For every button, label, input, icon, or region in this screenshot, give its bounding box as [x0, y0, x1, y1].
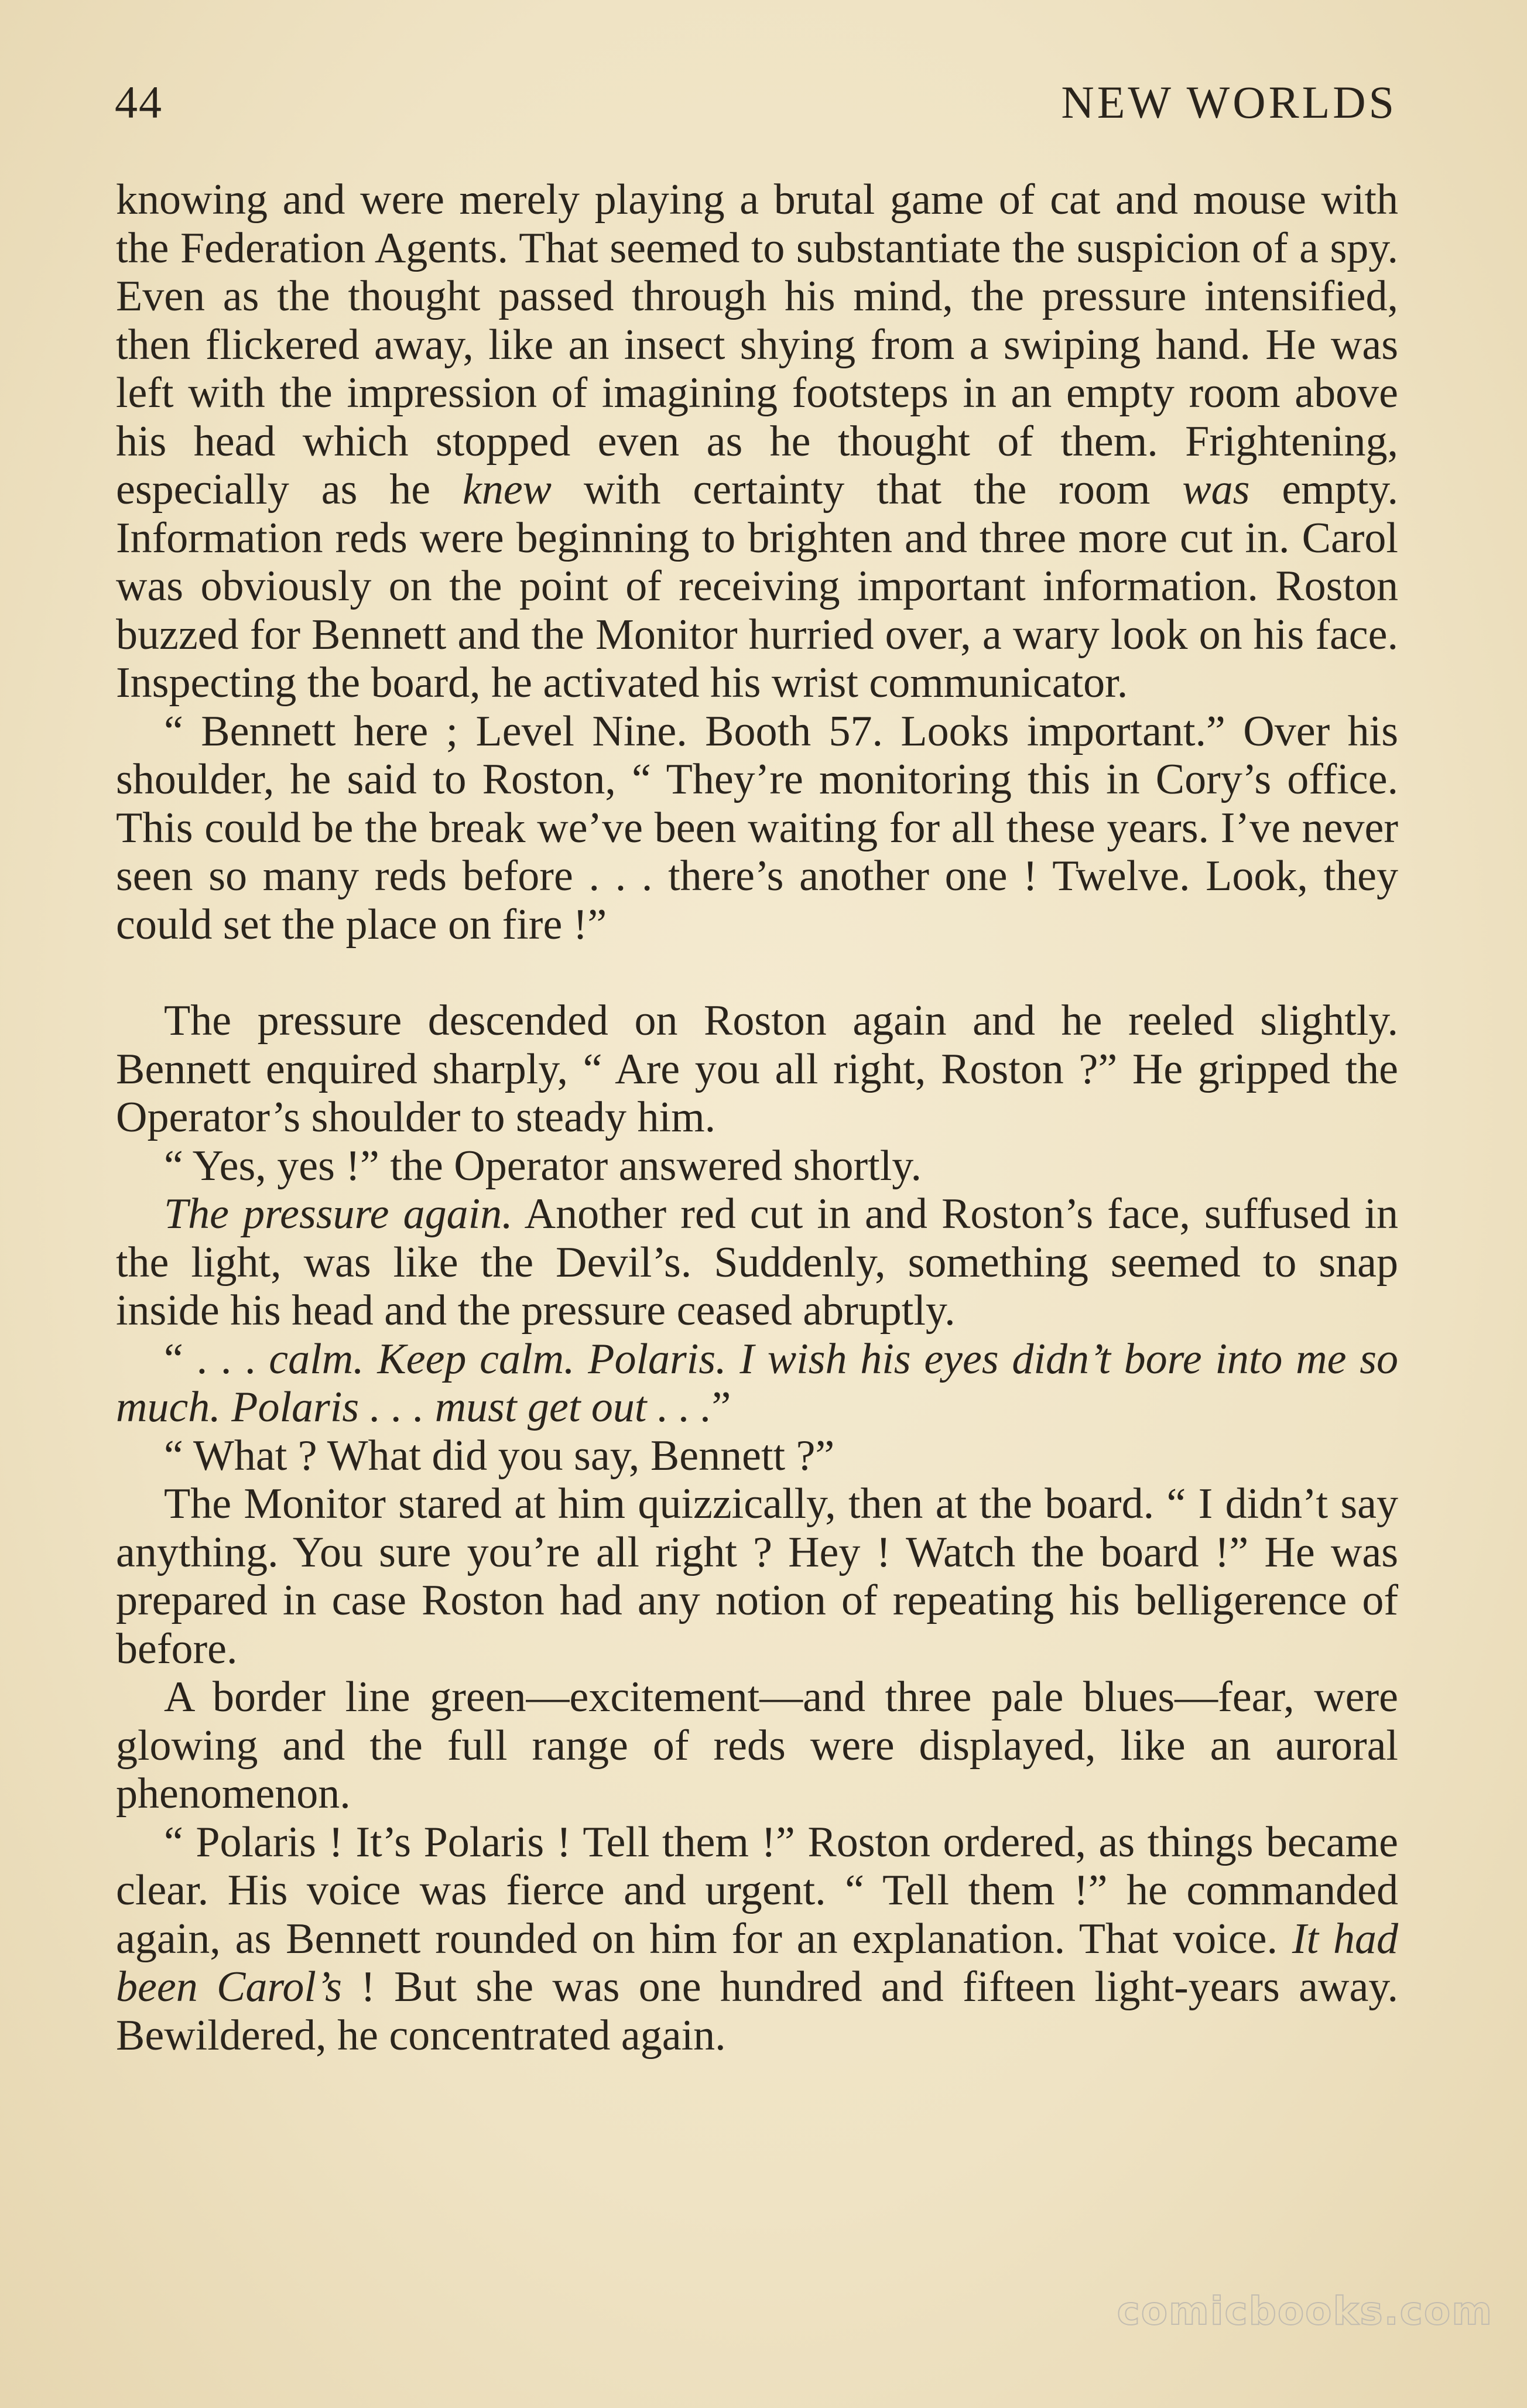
paragraph-p10 — [116, 1818, 1398, 2060]
running-head: NEW WORLDS — [1061, 77, 1397, 128]
paragraph-gap — [116, 949, 1398, 997]
text-run: ! But she was one hundred and fifteen light-years away. Bewildered, he concentrated again. — [116, 1963, 1398, 2060]
body-text — [116, 176, 1398, 2060]
text-run: The pressure descended on Roston again and he reeled slightly. Bennett enquired sharply, “ Are you all right, Roston ?” He gripped the Operator’s shoulder to steady him. — [116, 997, 1398, 1141]
text-run: knowing and were merely playing a brutal game of cat and mouse with the Federation Agents. That seemed to substantiate the suspicion of a spy. Even as the thought passed through his mind, the pressure intensified, then flickered away, like an insect shying from a swiping hand. He was left with the impression of imagining footsteps in an empty room above his head which stopped even as he thought of them. Frightening, especially as he — [116, 176, 1398, 514]
text-run: A border line green—excitement—and three pale blues—fear, were glowing and the full range of reds were displayed, like an auroral phenomenon. — [116, 1673, 1398, 1818]
text-run: “ . . . — [164, 1335, 269, 1383]
paragraph-p5 — [116, 1190, 1398, 1335]
text-run: “ Polaris ! It’s Polaris ! Tell them !” Roston ordered, as things became clear. His voice was fierce and urgent. “ Tell them !” he commanded again, as Bennett rounded on him for an explanation. That voice. — [116, 1818, 1398, 1963]
paragraph-p7 — [116, 1432, 1398, 1480]
paragraph-p4 — [116, 1142, 1398, 1191]
text-run: The Monitor stared at him quizzically, then at the board. “ I didn’t say anything. You sure you’re all right ? Hey ! Watch the board !” He was prepared in case Roston had any notion of repeating his belligerence of before. — [116, 1480, 1398, 1673]
text-run: Another red cut in and Roston’s face, suffused in the light, was like the Devil’s. Suddenly, something seemed to snap inside his head and the pressure ceased abruptly. — [116, 1190, 1398, 1335]
paragraph-p6 — [116, 1335, 1398, 1432]
italic-text: It had been Carol’s — [116, 1914, 1399, 2011]
paragraph-p1 — [116, 176, 1398, 707]
text-run: “ What ? What did you say, Bennett ?” — [164, 1431, 835, 1480]
text-run: ” — [711, 1383, 731, 1431]
text-run: “ Bennett here ; Level Nine. Booth 57. Looks important.” Over his shoulder, he said to Roston, “ They’re monitoring this in Cory’s office. This could be the break we’ve been waiting for all these years. I’ve never seen so many reds before . . . there’s another one ! Twelve. Look, they could set the place on fire !” — [116, 707, 1398, 949]
watermark: comicbooks.com — [1117, 2289, 1493, 2334]
italic-text: calm. Keep calm. Polaris. I wish his eyes didn’t bore into me so much. Polaris . . . must get out . . . — [116, 1335, 1398, 1431]
paragraph-p3 — [116, 997, 1398, 1142]
page-number: 44 — [115, 77, 163, 128]
text-run: “ Yes, yes !” the Operator answered shortly. — [164, 1141, 922, 1190]
page-header — [115, 76, 1397, 141]
paragraph-p9 — [116, 1673, 1398, 1818]
italic-text: The pressure again. — [164, 1190, 513, 1238]
text-run: empty. Information reds were beginning to brighten and three more cut in. Carol was obviously on the point of receiving important information. Roston buzzed for Bennett and the Monitor hurried over, a wary look on his face. Inspecting the board, he activated his wrist communicator. — [116, 466, 1398, 707]
italic-text: knew — [462, 466, 552, 514]
text-run: with certainty that the room — [552, 466, 1183, 514]
italic-text: was — [1182, 466, 1250, 514]
paragraph-p2 — [116, 707, 1398, 949]
paragraph-p8 — [116, 1480, 1398, 1673]
